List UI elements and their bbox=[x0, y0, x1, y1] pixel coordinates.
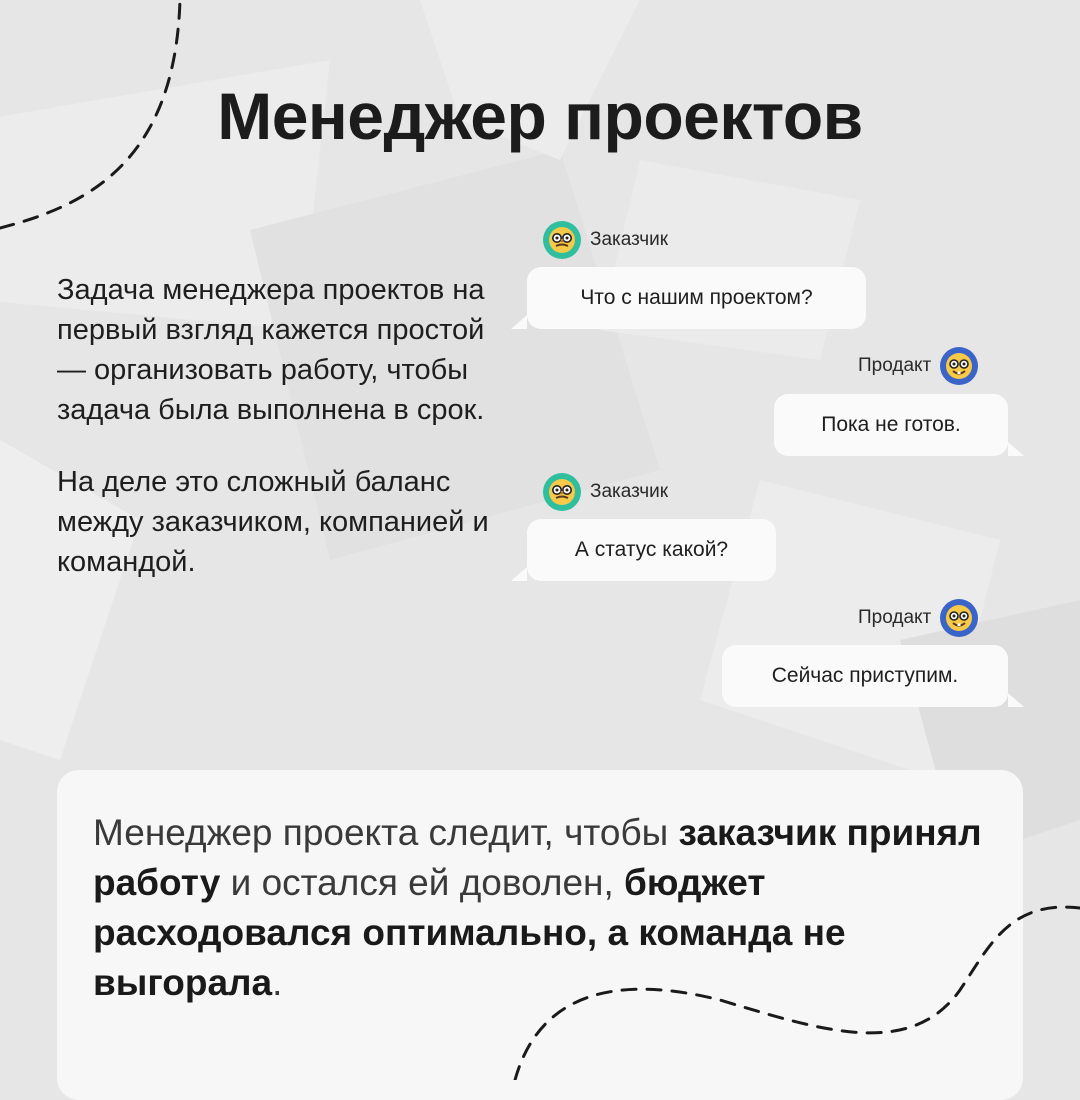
nerd-face-icon bbox=[940, 347, 978, 385]
intro-text bbox=[57, 270, 507, 582]
nerd-face-icon bbox=[940, 599, 978, 637]
disguised-face-with-glasses-icon bbox=[543, 221, 581, 259]
summary-part-2: и остался ей доволен, bbox=[220, 862, 625, 903]
chat-message-text: Пока не готов. bbox=[821, 413, 961, 436]
summary-highlight-2: бюджет расходовался оптимально, а команда не выгорала bbox=[93, 862, 846, 1003]
chat-sender-name: Заказчик bbox=[590, 229, 669, 250]
chat-message-text: А статус какой? bbox=[574, 538, 729, 561]
disguised-face-with-glasses-icon bbox=[543, 473, 581, 511]
chat-bubble bbox=[722, 645, 1008, 707]
summary-highlight-1: заказчик принял работу bbox=[93, 812, 982, 903]
chat-bubble bbox=[527, 519, 776, 581]
chat-bubble bbox=[774, 394, 1008, 456]
chat-sender-product bbox=[858, 347, 978, 385]
chat-bubble bbox=[527, 267, 866, 329]
intro-paragraph-1: Задача менеджера проектов на первый взгляд кажется простой — организовать работу, чтобы задача была выполнена в срок. bbox=[57, 274, 485, 426]
chat-sender-name: Продакт bbox=[858, 355, 932, 376]
page-title: Менеджер проектов bbox=[217, 79, 863, 153]
summary-text bbox=[93, 808, 993, 1008]
chat-sender-client bbox=[543, 221, 668, 259]
chat-message-text: Сейчас приступим. bbox=[771, 664, 959, 687]
chat-message-text: Что с нашим проектом? bbox=[580, 286, 813, 309]
intro-paragraph-2: На деле это сложный баланс между заказчиком, компанией и командой. bbox=[57, 466, 489, 578]
chat-sender-product bbox=[858, 599, 978, 637]
chat-sender-client bbox=[543, 473, 668, 511]
summary-part-3: . bbox=[272, 962, 283, 1003]
chat-sender-name: Заказчик bbox=[590, 481, 669, 502]
chat-sender-name: Продакт bbox=[858, 607, 932, 628]
summary-card bbox=[57, 770, 1023, 1100]
summary-part-1: Менеджер проекта следит, чтобы bbox=[93, 812, 679, 853]
